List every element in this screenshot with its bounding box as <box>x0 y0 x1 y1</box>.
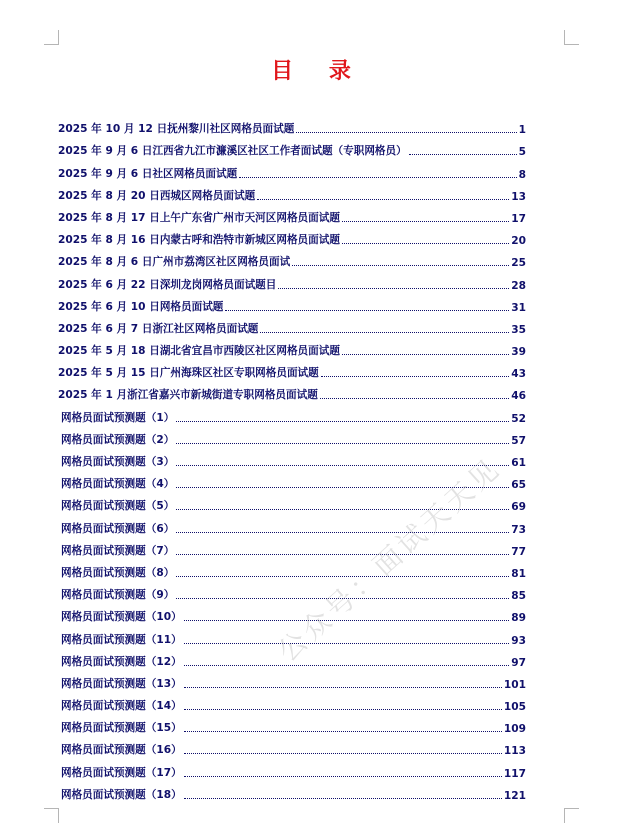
toc-entry[interactable] <box>58 314 526 336</box>
toc-entry-title: 网格员面试预测题（6） <box>61 522 175 535</box>
toc-entry-title: 网格员面试预测题（14） <box>61 700 182 713</box>
toc-entry[interactable] <box>58 247 526 269</box>
toc-leader-dots <box>184 731 502 732</box>
toc-entry[interactable] <box>58 669 526 691</box>
toc-leader-dots <box>184 687 502 688</box>
toc-entry[interactable] <box>58 425 526 447</box>
toc-entry[interactable] <box>58 447 526 469</box>
toc-entry-page-number: 85 <box>511 590 526 603</box>
toc-entry-page-number: 5 <box>518 146 526 159</box>
toc-entry-page-number: 43 <box>511 368 526 381</box>
toc-leader-dots <box>320 398 509 399</box>
toc-entry-page-number: 13 <box>511 190 526 203</box>
toc-entry-page-number: 25 <box>511 257 526 270</box>
toc-entry-title: 2025 年 9 月 6 日社区网格员面试题 <box>58 167 238 180</box>
toc-entry-title: 网格员面试预测题（1） <box>61 411 175 424</box>
toc-entry-title: 2025 年 6 月 22 日深圳龙岗网格员面试题目 <box>58 278 277 291</box>
toc-entry-page-number: 105 <box>503 701 526 714</box>
toc-entry-title: 网格员面试预测题（5） <box>61 500 175 513</box>
toc-leader-dots <box>292 265 509 266</box>
toc-entry[interactable] <box>58 735 526 757</box>
toc-entry[interactable] <box>58 269 526 291</box>
toc-entry[interactable] <box>58 114 526 136</box>
toc-entry-page-number: 20 <box>511 235 526 248</box>
toc-entry-title: 网格员面试预测题（10） <box>61 611 182 624</box>
toc-entry-page-number: 57 <box>511 434 526 447</box>
toc-entry-page-number: 46 <box>511 390 526 403</box>
toc-entry-title: 网格员面试预测题（2） <box>61 433 175 446</box>
toc-entry[interactable] <box>58 158 526 180</box>
toc-leader-dots <box>176 465 509 466</box>
table-of-contents <box>58 114 526 802</box>
toc-leader-dots <box>225 310 509 311</box>
crop-mark-bottom-right <box>564 808 579 823</box>
toc-leader-dots <box>184 798 502 799</box>
toc-entry-title: 网格员面试预测题（15） <box>61 722 182 735</box>
crop-mark-top-left <box>44 30 59 45</box>
page-title: 目 录 <box>271 59 365 84</box>
toc-entry-title: 2025 年 5 月 15 日广州海珠区社区专职网格员面试题 <box>58 367 319 380</box>
toc-entry-title: 2025 年 8 月 16 日内蒙古呼和浩特市新城区网格员面试题 <box>58 234 340 247</box>
toc-entry-title: 网格员面试预测题（7） <box>61 544 175 557</box>
toc-entry-page-number: 39 <box>511 346 526 359</box>
toc-entry-title: 网格员面试预测题（16） <box>61 744 182 757</box>
toc-leader-dots <box>184 753 502 754</box>
toc-entry-title: 2025 年 8 月 20 日西城区网格员面试题 <box>58 189 256 202</box>
toc-entry-title: 网格员面试预测题（17） <box>61 766 182 779</box>
toc-entry-page-number: 1 <box>518 124 526 137</box>
toc-leader-dots <box>321 376 510 377</box>
toc-entry-title: 网格员面试预测题（12） <box>61 655 182 668</box>
toc-entry-title: 2025 年 10 月 12 日抚州黎川社区网格员面试题 <box>58 123 295 136</box>
toc-leader-dots <box>278 288 509 289</box>
toc-entry[interactable] <box>58 691 526 713</box>
toc-leader-dots <box>176 554 509 555</box>
toc-entry[interactable] <box>58 225 526 247</box>
toc-leader-dots <box>296 132 516 133</box>
toc-entry-page-number: 35 <box>511 323 526 336</box>
toc-entry-title: 2025 年 6 月 7 日浙江社区网格员面试题 <box>58 322 259 335</box>
toc-entry-page-number: 31 <box>511 301 526 314</box>
toc-entry-page-number: 109 <box>503 723 526 736</box>
toc-entry-page-number: 121 <box>503 789 526 802</box>
toc-entry-title: 网格员面试预测题（3） <box>61 456 175 468</box>
toc-entry[interactable] <box>58 713 526 735</box>
toc-leader-dots <box>342 243 509 244</box>
toc-entry[interactable] <box>58 780 526 802</box>
toc-entry-page-number: 52 <box>511 412 526 425</box>
toc-leader-dots <box>184 776 502 777</box>
toc-entry[interactable] <box>58 757 526 779</box>
toc-leader-dots <box>184 643 510 644</box>
toc-entry-title: 2025 年 1 月浙江省嘉兴市新城街道专职网格员面试题 <box>58 389 318 402</box>
toc-entry-page-number: 65 <box>511 479 526 492</box>
toc-leader-dots <box>176 421 509 422</box>
toc-entry[interactable] <box>58 292 526 314</box>
toc-leader-dots <box>239 177 516 178</box>
toc-entry[interactable] <box>58 181 526 203</box>
toc-entry[interactable] <box>58 580 526 602</box>
toc-leader-dots <box>176 443 509 444</box>
crop-mark-bottom-left <box>44 808 59 823</box>
toc-leader-dots <box>184 665 510 666</box>
toc-entry-title: 2025 年 6 月 10 日网格员面试题 <box>58 300 224 313</box>
toc-entry-title: 网格员面试预测题（4） <box>61 478 175 491</box>
toc-leader-dots <box>184 709 502 710</box>
toc-entry[interactable] <box>58 136 526 158</box>
toc-entry-title: 网格员面试预测题（13） <box>61 677 182 690</box>
toc-entry-title: 网格员面试预测题（11） <box>61 633 182 646</box>
toc-entry-title: 2025 年 5 月 18 日湖北省宜昌市西陵区社区网格员面试题 <box>58 345 340 358</box>
toc-entry[interactable] <box>58 536 526 558</box>
toc-entry-page-number: 97 <box>511 656 526 669</box>
toc-entry-page-number: 113 <box>503 745 526 758</box>
toc-leader-dots <box>342 221 509 222</box>
toc-entry-page-number: 93 <box>511 634 526 647</box>
toc-leader-dots <box>257 199 509 200</box>
toc-entry-page-number: 17 <box>511 212 526 225</box>
toc-entry[interactable] <box>58 336 526 358</box>
toc-leader-dots <box>176 532 509 533</box>
toc-entry-page-number: 28 <box>511 279 526 292</box>
toc-entry-page-number: 117 <box>503 767 526 780</box>
toc-entry-page-number: 101 <box>503 678 526 691</box>
toc-entry-page-number: 69 <box>511 501 526 514</box>
watermark: 公众号：面试天天见 <box>271 450 508 669</box>
toc-entry-title: 2025 年 9 月 6 日江西省九江市濂溪区社区工作者面试题（专职网格员） <box>58 145 407 158</box>
toc-entry[interactable] <box>58 380 526 402</box>
toc-entry-page-number: 73 <box>511 523 526 536</box>
toc-entry-title: 2025 年 8 月 17 日上午广东省广州市天河区网格员面试题 <box>58 211 340 224</box>
toc-entry-title: 网格员面试预测题（18） <box>61 788 182 801</box>
toc-entry[interactable] <box>58 402 526 424</box>
toc-leader-dots <box>409 154 517 155</box>
toc-entry-page-number: 89 <box>511 612 526 625</box>
toc-entry[interactable] <box>58 358 526 380</box>
toc-entry-page-number: 77 <box>511 545 526 558</box>
toc-leader-dots <box>342 354 509 355</box>
toc-entry-title: 网格员面试预测题（8） <box>61 566 175 579</box>
toc-entry-page-number: 61 <box>511 457 526 469</box>
toc-entry-title: 2025 年 8 月 6 日广州市荔湾区社区网格员面试 <box>58 256 291 269</box>
toc-entry[interactable] <box>58 558 526 580</box>
crop-mark-top-right <box>564 30 579 45</box>
toc-entry-title: 网格员面试预测题（9） <box>61 589 175 602</box>
toc-leader-dots <box>260 332 509 333</box>
toc-entry-page-number: 81 <box>511 567 526 580</box>
toc-entry[interactable] <box>58 203 526 225</box>
toc-entry-page-number: 8 <box>518 168 526 181</box>
